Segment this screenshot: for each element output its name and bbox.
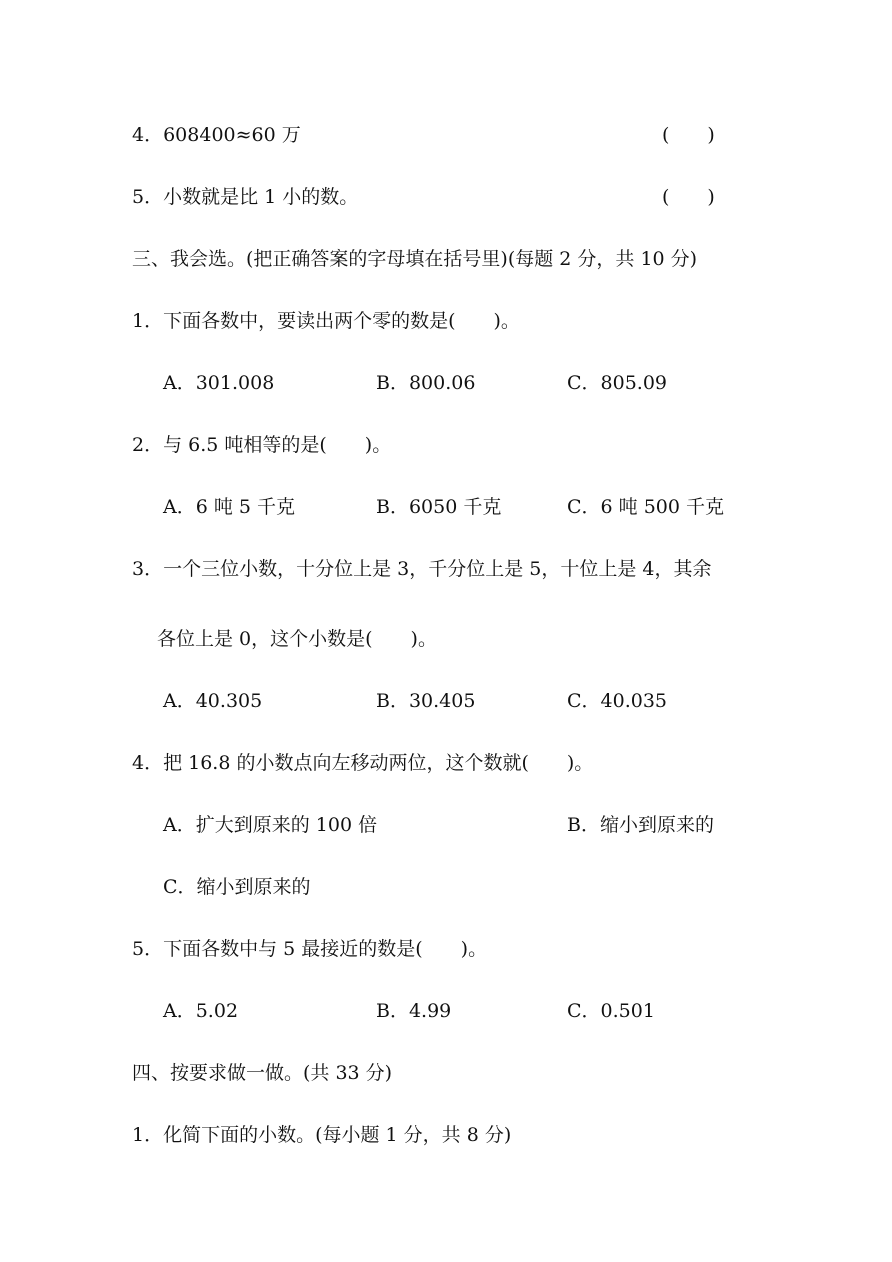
q5-option-a: A．5.02 — [163, 1000, 239, 1022]
q1-option-b: B．800.06 — [376, 372, 476, 394]
q4-option-c: C．缩小到原来的 — [163, 876, 311, 898]
section-3-title: 三、我会选。(把正确答案的字母填在括号里)(每题 2 分，共 10 分) — [132, 248, 698, 270]
choice-question-4: 4．把 16.8 的小数点向左移动两位，这个数就( )。 — [132, 752, 594, 774]
q2-option-b: B．6050 千克 — [376, 496, 502, 518]
choice-question-2: 2．与 6.5 吨相等的是( )。 — [132, 434, 392, 456]
q5-option-b: B．4.99 — [376, 1000, 452, 1022]
choice-question-3-line-1: 3．一个三位小数，十分位上是 3，千分位上是 5，十位上是 4，其余 — [132, 558, 712, 580]
q4-option-b: B．缩小到原来的 — [567, 814, 714, 836]
q3-option-a: A．40.305 — [163, 690, 263, 712]
judge-item-5: 5．小数就是比 1 小的数。 — [132, 186, 359, 208]
answer-blank-judge-4[interactable]: ( ) — [662, 124, 715, 146]
judge-item-4: 4．608400≈60 万 — [132, 124, 301, 146]
choice-question-1: 1．下面各数中，要读出两个零的数是( )。 — [132, 310, 520, 332]
choice-question-5: 5．下面各数中与 5 最接近的数是( )。 — [132, 938, 488, 960]
q1-option-c: C．805.09 — [567, 372, 668, 394]
q2-option-a: A．6 吨 5 千克 — [163, 496, 296, 518]
q2-option-c: C．6 吨 500 千克 — [567, 496, 725, 518]
answer-blank-judge-5[interactable]: ( ) — [662, 186, 715, 208]
section-4-title: 四、按要求做一做。(共 33 分) — [132, 1062, 393, 1084]
q3-option-c: C．40.035 — [567, 690, 668, 712]
q3-option-b: B．30.405 — [376, 690, 476, 712]
q4-option-a: A．扩大到原来的 100 倍 — [163, 814, 378, 836]
q5-option-c: C．0.501 — [567, 1000, 655, 1022]
choice-question-3-line-2: 各位上是 0，这个小数是( )。 — [157, 628, 437, 650]
section-4-question-1: 1．化简下面的小数。(每小题 1 分，共 8 分) — [132, 1124, 512, 1146]
q1-option-a: A．301.008 — [163, 372, 275, 394]
